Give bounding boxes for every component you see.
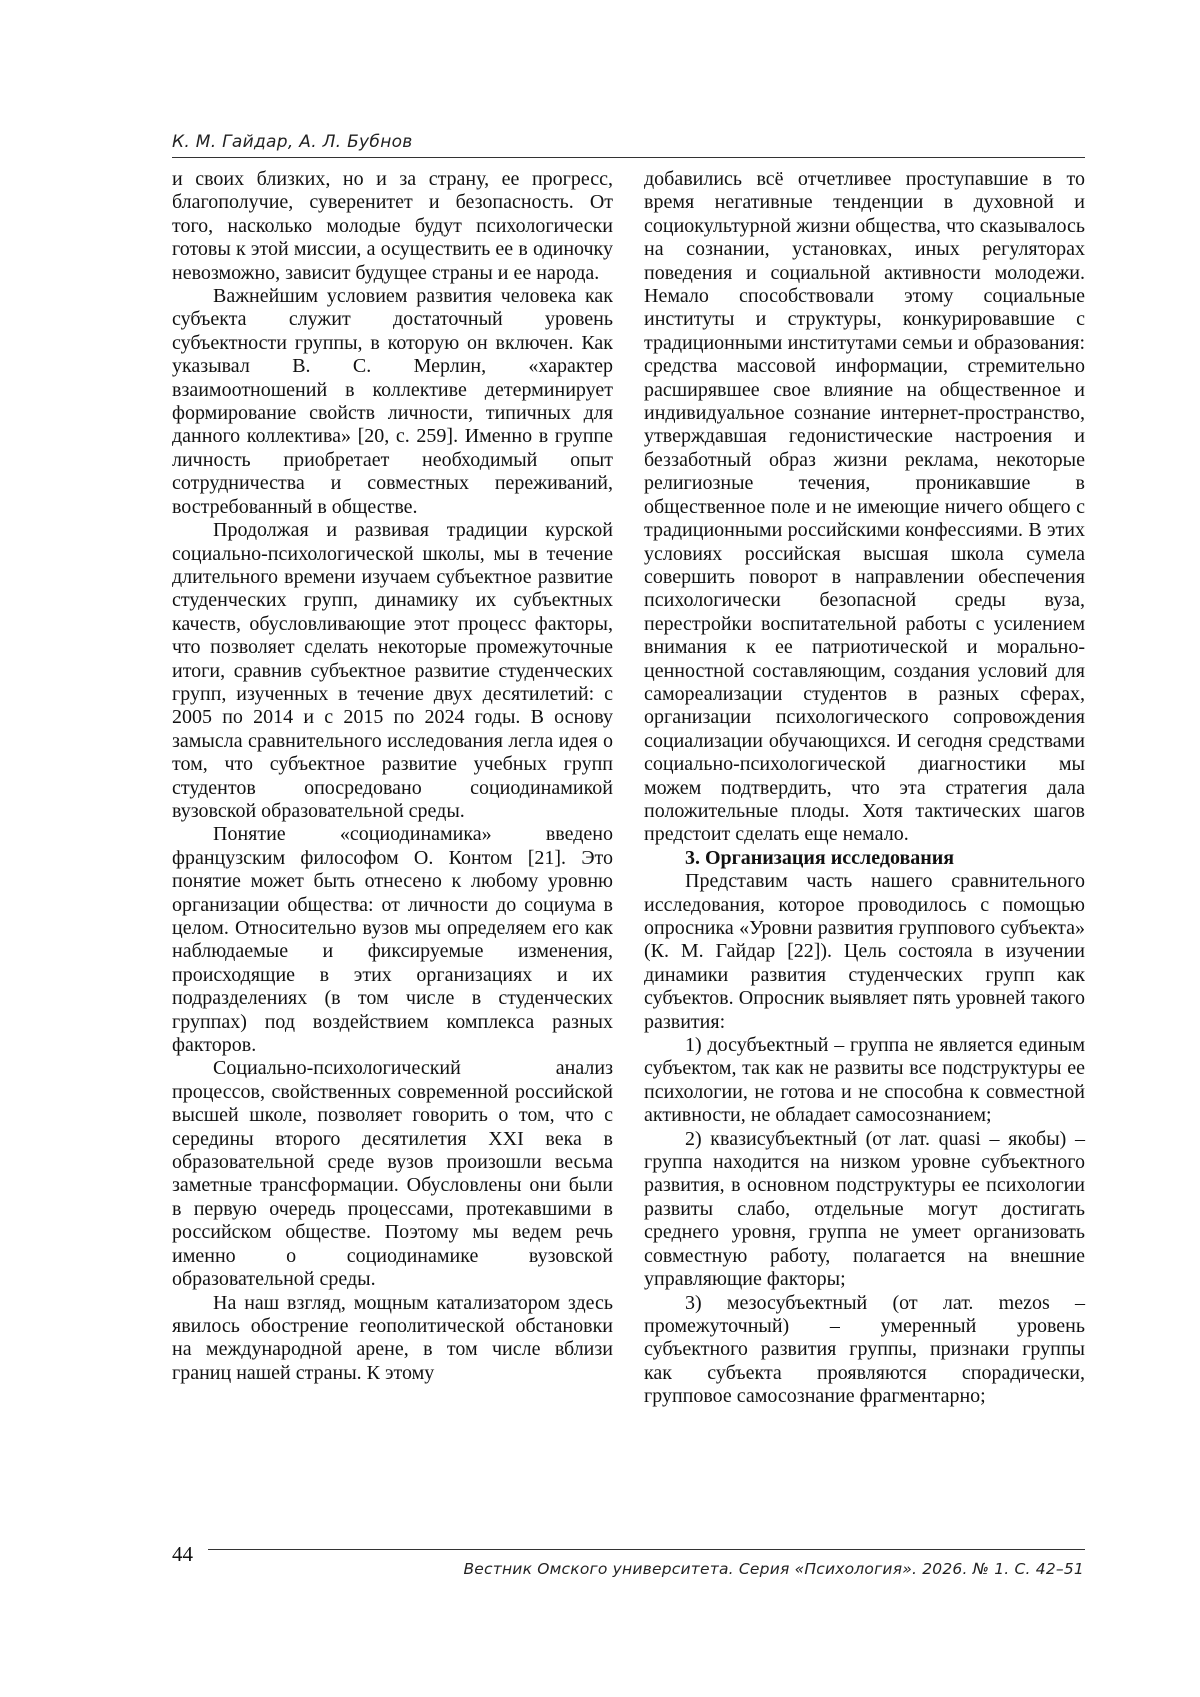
list-item: 1) досубъектный – группа не является единым субъектом, так как не развиты все подструктуры ее психологии, не готова и не способна к совместной активности, не обладает самосознанием; xyxy=(644,1034,1085,1127)
journal-reference: Вестник Омского университета. Серия «Психология». 2026. № 1. С. 42–51 xyxy=(463,1560,1084,1578)
header-rule xyxy=(172,157,1085,158)
list-item: 2) квазисубъектный (от лат. quasi – якобы) – группа находится на низком уровне субъектного развития, в основном подструктуры ее психологии развиты слабо, отдельные могут достигать среднего уровня, группа не умеет организовать совместную работу, полагается на внешние управляющие факторы; xyxy=(644,1127,1085,1291)
paragraph: Понятие «социодинамика» введено французским философом О. Контом [21]. Это понятие может быть отнесено к любому уровню организации общества: от личности до социума в целом. Относительно вузов мы определяем его как наблюдаемые и фиксируемые изменения, происходящие в этих организациях и их подразделениях (в том числе в студенческих группах) под воздействием комплекса разных факторов. xyxy=(172,823,613,1057)
running-head-authors: К. М. Гайдар, А. Л. Бубнов xyxy=(172,132,413,152)
left-column xyxy=(172,168,613,1385)
paragraph: Представим часть нашего сравнительного исследования, которое проводилось с помощью опросника «Уровни развития группового субъекта» (К. М. Гайдар [22]). Цель состояла в изучении динамики развития студенческих групп как субъектов. Опросник выявляет пять уровней такого развития: xyxy=(644,870,1085,1033)
paragraph: и своих близких, но и за страну, ее прогресс, благополучие, суверенитет и безопасность. От того, насколько молодые будут психологически готовы к этой миссии, а осуществить ее в одиночку невозможно, зависит будущее страны и ее народа. xyxy=(172,168,613,284)
paragraph: добавились всё отчетливее проступавшие в то время негативные тенденции в духовной и социокультурной жизни общества, что сказывалось на сознании, установках, иных регуляторах поведения и социальной активности молодежи. Немало способствовали этому социальные институты и структуры, конкурировавшие с традиционными институтами семьи и образования: средства массовой информации, стремительно расширявшее свое влияние на общественное и индивидуальное сознание интернет-пространство, утверждавшая гедонистические настроения и беззаботный образ жизни реклама, некоторые религиозные течения, проникавшие в общественное поле и не имеющие ничего общего с традиционными российскими конфессиями. В этих условиях российская высшая школа сумела совершить поворот в направлении обеспечения психологически безопасной среды вуза, перестройки воспитательной работы с усилением внимания к ее патриотической и морально-ценностной составляющим, создания условий для самореализации студентов в разных сферах, организации психологического сопровождения социализации обучающихся. И сегодня средствами социально-психологической диагностики мы можем подтвердить, что эта стратегия дала положительные плоды. Хотя тактических шагов предстоит сделать еще немало. xyxy=(644,168,1085,846)
paragraph: Важнейшим условием развития человека как субъекта служит достаточный уровень субъектности группы, в которую он включен. Как указывал В. С. Мерлин, «характер взаимоотношений в коллективе детерминирует формирование свойств личности, типичных для данного коллектива» [20, с. 259]. Именно в группе личность приобретает необходимый опыт сотрудничества и совместных переживаний, востребованный в обществе. xyxy=(172,285,613,518)
paragraph: Продолжая и развивая традиции курской социально-психологической школы, мы в течение длительного времени изучаем субъектное развитие студенческих групп, динамику их субъектных качеств, обусловливающие этот процесс факторы, что позволяет сделать некоторые промежуточные итоги, сравнив субъектное развитие студенческих групп, изученных в течение двух десятилетий: с 2005 по 2014 и с 2015 по 2024 годы. В основу замысла сравнительного исследования легла идея о том, что субъектное развитие учебных групп студентов опосредовано социодинамикой вузовской образовательной среды. xyxy=(172,519,613,822)
list-item: 3) мезосубъектный (от лат. mezos – промежуточный) – умеренный уровень субъектного развития группы, признаки группы как субъекта проявляются спорадически, групповое самосознание фрагментарно; xyxy=(644,1291,1085,1408)
page-number: 44 xyxy=(172,1542,193,1566)
footer-rule xyxy=(208,1549,1085,1550)
paragraph: Социально-психологический анализ процессов, свойственных современной российской высшей школе, позволяет говорить о том, что с середины второго десятилетия XXI века в образовательной среде вузов произошли весьма заметные трансформации. Обусловлены они были в первую очередь процессами, протекавшими в российском обществе. Поэтому мы ведем речь именно о социодинамике вузовской образовательной среды. xyxy=(172,1057,613,1291)
paragraph: На наш взгляд, мощным катализатором здесь явилось обострение геополитической обстановки на международной арене, в том числе вблизи границ нашей страны. К этому xyxy=(172,1291,613,1384)
right-column xyxy=(644,168,1085,1409)
section-heading: 3. Организация исследования xyxy=(685,846,955,869)
